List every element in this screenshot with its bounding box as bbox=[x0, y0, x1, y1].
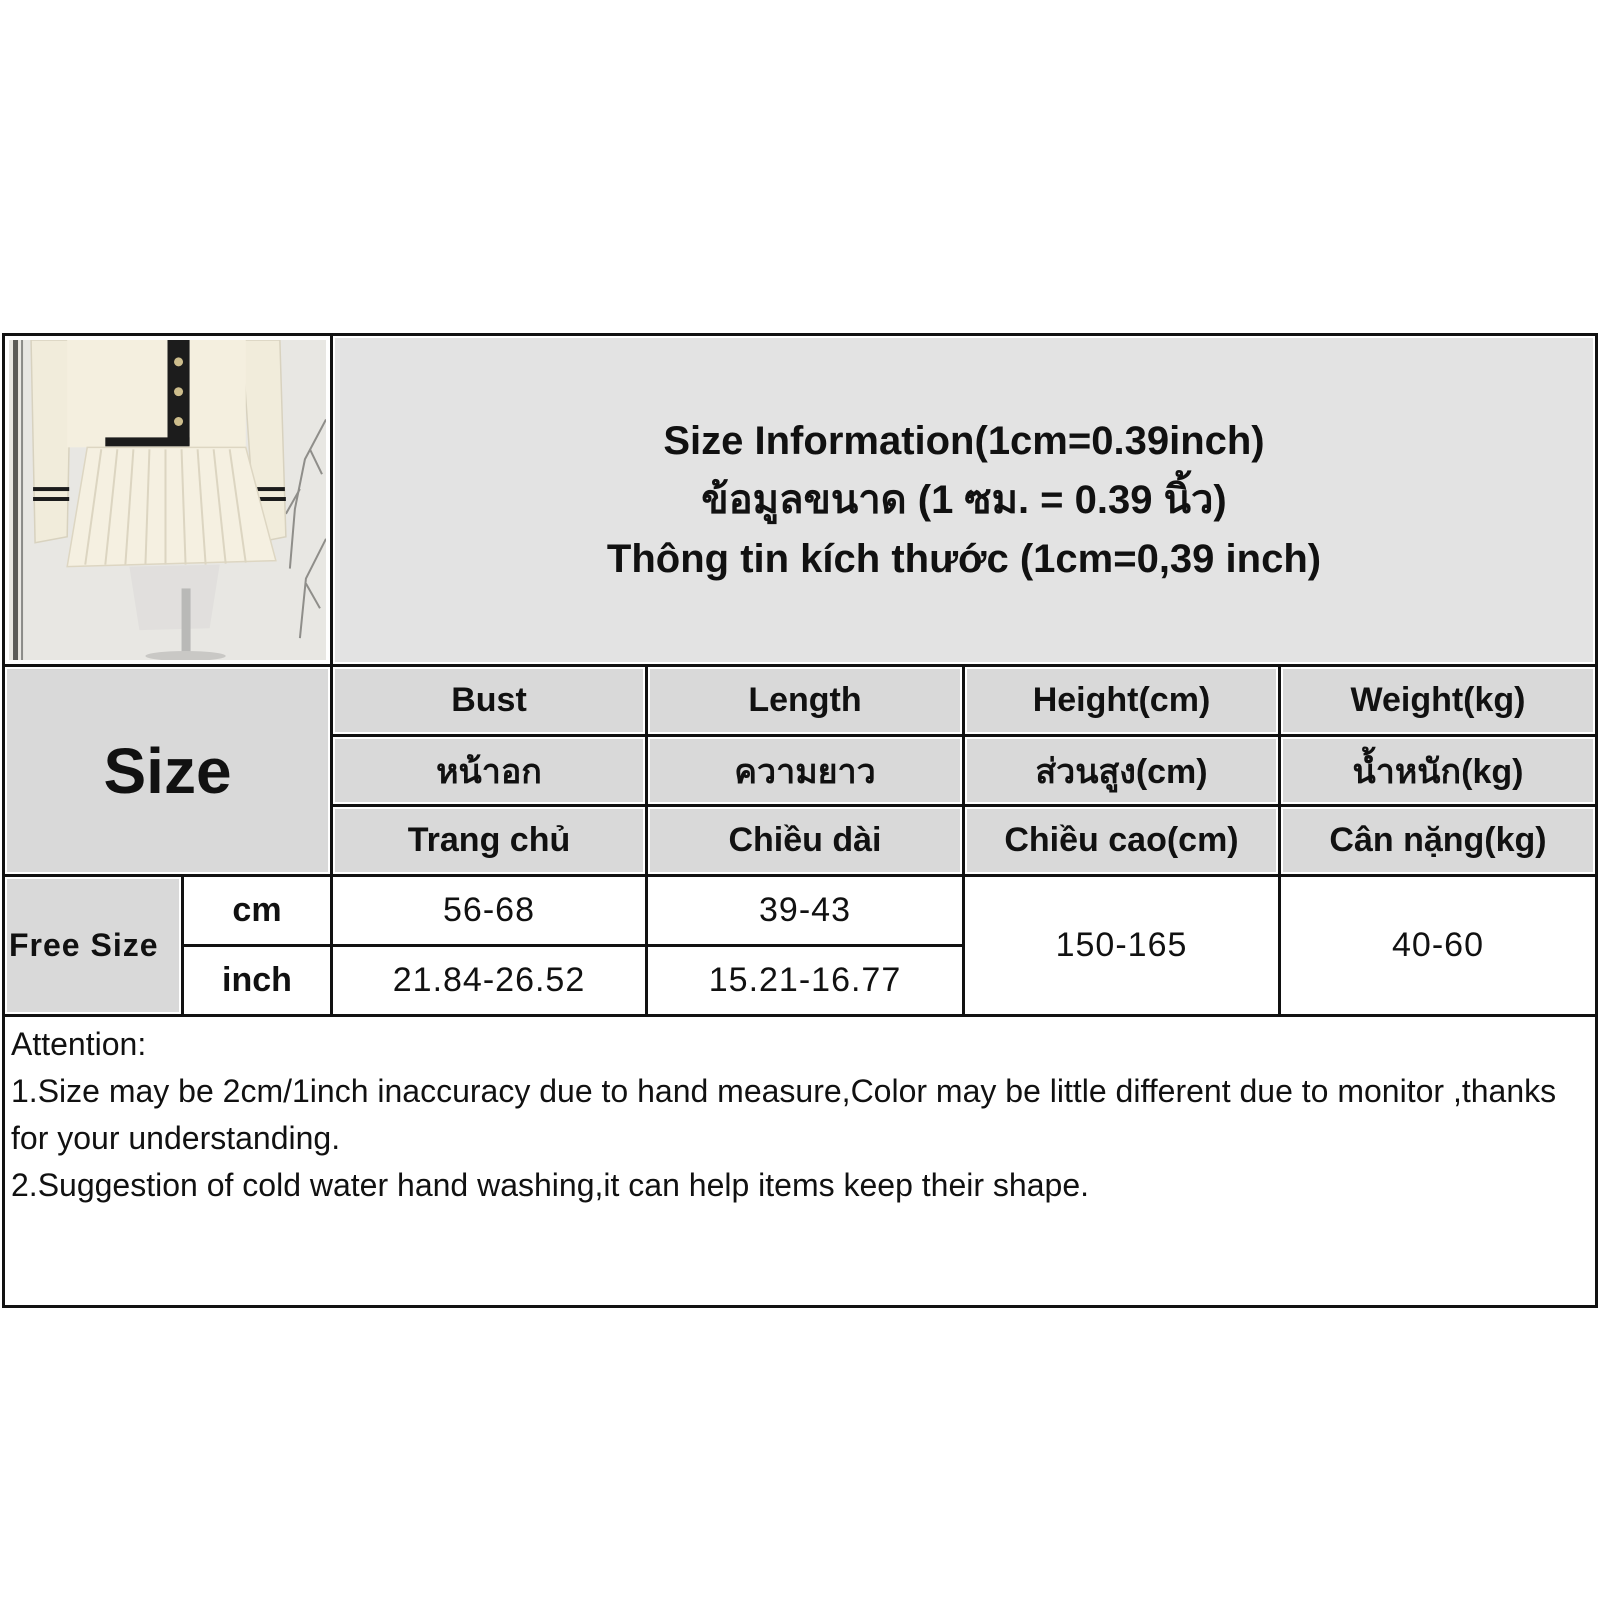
button bbox=[174, 387, 183, 396]
title-line-vietnamese: Thông tin kích thước (1cm=0,39 inch) bbox=[606, 536, 1322, 581]
header-height-th: ส่วนสูง(cm) bbox=[965, 737, 1278, 804]
header-weight-en: Weight(kg) bbox=[1281, 667, 1595, 734]
product-photo-illustration bbox=[9, 340, 326, 660]
attention-heading: Attention: bbox=[11, 1026, 147, 1062]
header-length-en: Length bbox=[648, 667, 962, 734]
header-height-en: Height(cm) bbox=[965, 667, 1278, 734]
header-weight-th: น้ำหนัก(kg) bbox=[1281, 737, 1595, 804]
unit-cm: cm bbox=[184, 877, 330, 944]
mannequin-legs bbox=[129, 565, 219, 631]
window-frame-inner bbox=[21, 340, 23, 660]
cardigan-body bbox=[67, 340, 246, 447]
unit-inch: inch bbox=[184, 947, 330, 1014]
header-bust-th: หน้าอก bbox=[333, 737, 645, 804]
window-frame bbox=[13, 340, 18, 660]
attention-note-1: 1.Size may be 2cm/1inch inaccuracy due to hand measure,Color may be little different due to monitor ,thanks for your understanding. bbox=[11, 1073, 1557, 1156]
header-bust-vi: Trang chủ bbox=[333, 807, 645, 874]
mannequin-stand bbox=[182, 588, 191, 660]
weight-value: 40-60 bbox=[1281, 877, 1595, 1014]
title-line-thai: ข้อมูลขนาด (1 ซม. = 0.39 นิ้ว) bbox=[701, 477, 1227, 522]
header-length-th: ความยาว bbox=[648, 737, 962, 804]
height-value: 150-165 bbox=[965, 877, 1278, 1014]
product-photo bbox=[5, 336, 330, 664]
header-length-vi: Chiều dài bbox=[648, 807, 962, 874]
header-bust-en: Bust bbox=[333, 667, 645, 734]
left-sleeve bbox=[31, 340, 71, 543]
button bbox=[174, 357, 183, 366]
attention-notes bbox=[5, 1017, 1595, 1305]
length-cm-value: 39-43 bbox=[648, 877, 962, 944]
bust-cm-value: 56-68 bbox=[333, 877, 645, 944]
size-chart-table bbox=[2, 333, 1598, 1308]
title-line-english: Size Information(1cm=0.39inch) bbox=[663, 418, 1265, 463]
cardigan-hem-trim bbox=[105, 437, 189, 446]
header-weight-vi: Cân nặng(kg) bbox=[1281, 807, 1595, 874]
bust-inch-value: 21.84-26.52 bbox=[333, 947, 645, 1014]
length-inch-value: 15.21-16.77 bbox=[648, 947, 962, 1014]
header-height-vi: Chiều cao(cm) bbox=[965, 807, 1278, 874]
attention-note-2: 2.Suggestion of cold water hand washing,it can help items keep their shape. bbox=[11, 1167, 1089, 1203]
button bbox=[174, 417, 183, 426]
size-info-title bbox=[333, 336, 1595, 664]
size-column-label: Size bbox=[5, 667, 330, 874]
free-size-label: Free Size bbox=[5, 877, 181, 1014]
left-cuff-stripe bbox=[33, 487, 69, 491]
left-cuff-stripe bbox=[33, 497, 69, 501]
